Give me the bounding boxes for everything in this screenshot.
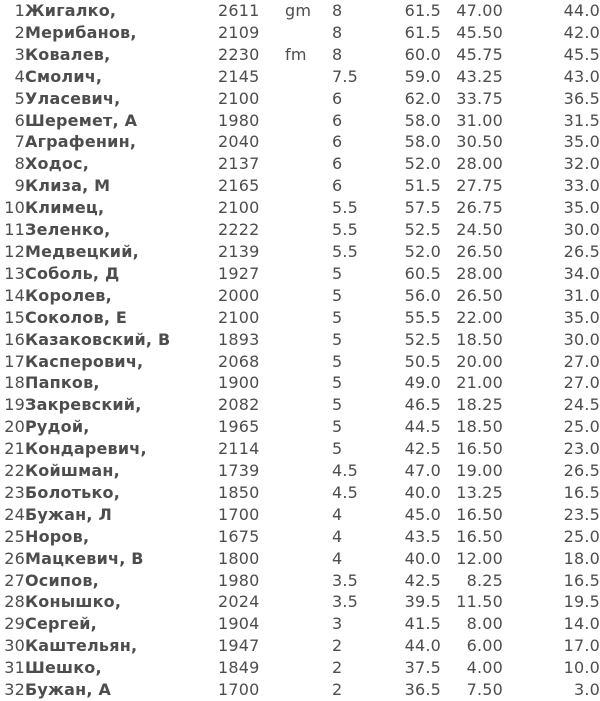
rank-cell: 20 [4,417,25,437]
tiebreak2-cell: 18.25 [456,395,503,415]
tiebreak1-cell: 40.0 [404,548,441,568]
rating-cell: 1947 [218,636,260,656]
rank-cell: 18 [4,373,25,393]
points-cell: 5 [332,373,343,393]
tiebreak3-cell: 16.5 [563,570,600,590]
title-cell [285,263,332,285]
rank-cell: 2 [14,22,25,42]
table-row [0,66,600,88]
player-name-cell: Рудой, [25,417,90,437]
tiebreak2-cell: 19.00 [456,461,503,481]
rank-cell: 28 [4,592,25,612]
title-cell [285,438,332,460]
player-name-cell: Норов, [25,526,90,546]
title-cell [285,613,332,635]
tiebreak3-cell: 19.5 [563,592,600,612]
rank-cell: 29 [4,614,25,634]
title-cell [285,394,332,416]
points-cell: 4 [332,504,343,524]
rank-cell: 4 [14,66,25,86]
title-cell [285,241,332,263]
tiebreak2-cell: 18.50 [456,329,503,349]
tiebreak2-cell: 8.25 [466,570,503,590]
points-cell: 4 [332,526,343,546]
points-cell: 5 [332,417,343,437]
tiebreak1-cell: 62.0 [404,88,441,108]
rating-cell: 1980 [218,110,260,130]
table-row [0,307,600,329]
table-row [0,44,600,66]
tiebreak1-cell: 46.5 [404,395,441,415]
player-name-cell: Койшман, [25,461,120,481]
player-name-cell: Медвецкий, [25,241,139,261]
table-row [0,657,600,679]
player-name-cell: Казаковский, В [25,329,171,349]
tiebreak1-cell: 41.5 [404,614,441,634]
rank-cell: 1 [14,1,25,20]
points-cell: 4 [332,548,343,568]
points-cell: 7.5 [332,66,359,86]
title-cell [285,329,332,351]
player-name-cell: Жигалко, [25,1,117,20]
table-row [0,131,600,153]
player-name-cell: Осипов, [25,570,99,590]
points-cell: 5 [332,263,343,283]
title-cell: fm [285,44,307,64]
tiebreak3-cell: 36.5 [563,88,600,108]
rank-cell: 14 [4,285,25,305]
rating-cell: 1965 [218,417,260,437]
tiebreak3-cell: 23.0 [563,439,600,459]
rating-cell: 2165 [218,176,260,196]
tiebreak2-cell: 18.50 [456,417,503,437]
rating-cell: 1675 [218,526,260,546]
table-row [0,329,600,351]
tiebreak2-cell: 6.00 [466,636,503,656]
tiebreak2-cell: 47.00 [456,1,503,20]
points-cell: 6 [332,132,343,152]
rank-cell: 26 [4,548,25,568]
rating-cell: 2100 [218,198,260,218]
tiebreak3-cell: 35.0 [563,132,600,152]
tiebreak3-cell: 32.0 [563,154,600,174]
rating-cell: 1849 [218,658,260,678]
rating-cell: 1700 [218,504,260,524]
table-row [0,570,600,592]
player-name-cell: Бужан, Л [25,504,112,524]
tiebreak3-cell: 27.0 [563,373,600,393]
table-row [0,482,600,504]
table-row [0,416,600,438]
tiebreak1-cell: 45.0 [404,504,441,524]
table-row [0,0,600,22]
rank-cell: 12 [4,241,25,261]
rank-cell: 23 [4,482,25,502]
rating-cell: 2222 [218,220,260,240]
rank-cell: 17 [4,351,25,371]
player-name-cell: Шешко, [25,658,102,678]
player-name-cell: Болотько, [25,482,121,502]
title-cell [285,526,332,548]
rating-cell: 2611 [218,1,260,20]
tiebreak3-cell: 42.0 [563,22,600,42]
player-name-cell: Аграфенин, [25,132,137,152]
title-cell [285,131,332,153]
points-cell: 2 [332,636,343,656]
rank-cell: 31 [4,658,25,678]
tiebreak2-cell: 33.75 [456,88,503,108]
player-name-cell: Королев, [25,285,112,305]
tiebreak3-cell: 18.0 [563,548,600,568]
tiebreak3-cell: 31.0 [563,285,600,305]
table-row [0,438,600,460]
tiebreak1-cell: 42.5 [404,439,441,459]
rank-cell: 3 [14,44,25,64]
rank-cell: 5 [14,88,25,108]
tiebreak1-cell: 56.0 [404,285,441,305]
table-row [0,372,600,394]
title-cell [285,351,332,373]
tiebreak2-cell: 45.75 [456,44,503,64]
rank-cell: 13 [4,263,25,283]
player-name-cell: Сергей, [25,614,97,634]
player-name-cell: Клиза, М [25,176,111,196]
rank-cell: 16 [4,329,25,349]
rating-cell: 2068 [218,351,260,371]
title-cell [285,679,332,701]
points-cell: 5 [332,285,343,305]
title-cell [285,219,332,241]
rating-cell: 2109 [218,22,260,42]
tiebreak2-cell: 27.75 [456,176,503,196]
tiebreak1-cell: 52.0 [404,241,441,261]
rating-cell: 2114 [218,439,260,459]
title-cell [285,548,332,570]
tiebreak3-cell: 27.0 [563,351,600,371]
title-cell [285,197,332,219]
rank-cell: 10 [4,198,25,218]
rating-cell: 1927 [218,263,260,283]
title-cell [285,307,332,329]
table-row [0,153,600,175]
points-cell: 3.5 [332,592,359,612]
title-cell [285,460,332,482]
points-cell: 8 [332,44,343,64]
table-row [0,285,600,307]
title-cell: gm [285,1,312,20]
title-cell [285,657,332,679]
player-name-cell: Соколов, Е [25,307,127,327]
table-row [0,526,600,548]
tiebreak2-cell: 31.00 [456,110,503,130]
points-cell: 5.5 [332,220,359,240]
points-cell: 4.5 [332,461,359,481]
points-cell: 3 [332,614,343,634]
tiebreak2-cell: 26.75 [456,198,503,218]
tiebreak2-cell: 24.50 [456,220,503,240]
table-row [0,635,600,657]
table-row [0,504,600,526]
tiebreak2-cell: 16.50 [456,526,503,546]
tiebreak3-cell: 10.0 [563,658,600,678]
player-name-cell: Уласевич, [25,88,121,108]
tiebreak1-cell: 60.0 [404,44,441,64]
tiebreak2-cell: 21.00 [456,373,503,393]
rank-cell: 27 [4,570,25,590]
tiebreak3-cell: 30.0 [563,329,600,349]
rating-cell: 2000 [218,285,260,305]
points-cell: 6 [332,88,343,108]
tiebreak2-cell: 26.50 [456,241,503,261]
tiebreak3-cell: 31.5 [563,110,600,130]
table-row [0,88,600,110]
points-cell: 3.5 [332,570,359,590]
tiebreak2-cell: 11.50 [456,592,503,612]
tiebreak3-cell: 25.0 [563,417,600,437]
rank-cell: 24 [4,504,25,524]
rating-cell: 2040 [218,132,260,152]
tiebreak1-cell: 40.0 [404,482,441,502]
tiebreak1-cell: 49.0 [404,373,441,393]
table-row [0,591,600,613]
player-name-cell: Климец, [25,198,105,218]
tiebreak2-cell: 20.00 [456,351,503,371]
tiebreak3-cell: 25.0 [563,526,600,546]
player-name-cell: Конышко, [25,592,122,612]
title-cell [285,504,332,526]
tiebreak1-cell: 42.5 [404,570,441,590]
title-cell [285,175,332,197]
points-cell: 8 [332,22,343,42]
tiebreak3-cell: 26.5 [563,461,600,481]
tiebreak1-cell: 52.5 [404,329,441,349]
tiebreak3-cell: 43.0 [563,66,600,86]
table-row [0,613,600,635]
title-cell [285,482,332,504]
tiebreak2-cell: 12.00 [456,548,503,568]
tiebreak3-cell: 16.5 [563,482,600,502]
title-cell [285,285,332,307]
tiebreak1-cell: 50.5 [404,351,441,371]
rating-cell: 1800 [218,548,260,568]
tiebreak3-cell: 23.5 [563,504,600,524]
rank-cell: 9 [14,176,25,196]
table-row [0,548,600,570]
table-row [0,241,600,263]
tiebreak3-cell: 45.5 [563,44,600,64]
table-row [0,460,600,482]
player-name-cell: Закревский, [25,395,142,415]
player-name-cell: Зеленко, [25,220,111,240]
rank-cell: 11 [4,220,25,240]
tiebreak3-cell: 30.0 [563,220,600,240]
tiebreak2-cell: 13.25 [456,482,503,502]
rating-cell: 1900 [218,373,260,393]
title-cell [285,591,332,613]
player-name-cell: Мерибанов, [25,22,137,42]
tiebreak2-cell: 16.50 [456,439,503,459]
tiebreak1-cell: 52.5 [404,220,441,240]
tiebreak1-cell: 37.5 [404,658,441,678]
rating-cell: 2082 [218,395,260,415]
points-cell: 6 [332,154,343,174]
rating-cell: 1904 [218,614,260,634]
points-cell: 5.5 [332,198,359,218]
tiebreak1-cell: 43.5 [404,526,441,546]
tiebreak3-cell: 33.0 [563,176,600,196]
table-row [0,22,600,44]
points-cell: 4.5 [332,482,359,502]
tiebreak2-cell: 26.50 [456,285,503,305]
points-cell: 6 [332,176,343,196]
tiebreak1-cell: 58.0 [404,110,441,130]
tiebreak1-cell: 61.5 [404,1,441,20]
tiebreak1-cell: 44.0 [404,636,441,656]
points-cell: 5 [332,307,343,327]
tiebreak1-cell: 57.5 [404,198,441,218]
tiebreak1-cell: 59.0 [404,66,441,86]
rank-cell: 32 [4,680,25,700]
points-cell: 6 [332,110,343,130]
tiebreak2-cell: 22.00 [456,307,503,327]
table-row [0,110,600,132]
rating-cell: 2137 [218,154,260,174]
player-name-cell: Папков, [25,373,100,393]
tiebreak3-cell: 44.0 [563,1,600,20]
rank-cell: 7 [14,132,25,152]
tiebreak2-cell: 8.00 [466,614,503,634]
tiebreak2-cell: 16.50 [456,504,503,524]
tiebreak2-cell: 28.00 [456,154,503,174]
rank-cell: 15 [4,307,25,327]
tiebreak3-cell: 3.0 [573,680,600,700]
title-cell [285,153,332,175]
tiebreak1-cell: 36.5 [404,680,441,700]
tiebreak1-cell: 47.0 [404,461,441,481]
title-cell [285,88,332,110]
rating-cell: 1850 [218,482,260,502]
rank-cell: 6 [14,110,25,130]
tiebreak3-cell: 24.5 [563,395,600,415]
title-cell [285,635,332,657]
rating-cell: 2100 [218,307,260,327]
rank-cell: 22 [4,461,25,481]
player-name-cell: Касперович, [25,351,144,371]
rating-cell: 1739 [218,461,260,481]
table-row [0,263,600,285]
tiebreak3-cell: 34.0 [563,263,600,283]
tiebreak2-cell: 28.00 [456,263,503,283]
title-cell [285,110,332,132]
player-name-cell: Шеремет, А [25,110,138,130]
tiebreak1-cell: 39.5 [404,592,441,612]
table-row [0,679,600,701]
player-name-cell: Смолич, [25,66,103,86]
player-name-cell: Бужан, А [25,680,112,700]
tiebreak2-cell: 7.50 [466,680,503,700]
tiebreak3-cell: 35.0 [563,307,600,327]
title-cell [285,372,332,394]
tiebreak2-cell: 43.25 [456,66,503,86]
player-name-cell: Ходос, [25,154,90,174]
table-row [0,219,600,241]
rating-cell: 2100 [218,88,260,108]
rating-cell: 1980 [218,570,260,590]
rank-cell: 21 [4,439,25,459]
table-row [0,394,600,416]
points-cell: 5 [332,395,343,415]
title-cell [285,570,332,592]
tiebreak2-cell: 4.00 [466,658,503,678]
player-name-cell: Ковалев, [25,44,111,64]
rating-cell: 1893 [218,329,260,349]
player-name-cell: Каштельян, [25,636,138,656]
tiebreak1-cell: 51.5 [404,176,441,196]
title-cell [285,66,332,88]
player-name-cell: Соболь, Д [25,263,120,283]
rank-cell: 8 [14,154,25,174]
tiebreak3-cell: 17.0 [563,636,600,656]
tiebreak1-cell: 58.0 [404,132,441,152]
tiebreak2-cell: 30.50 [456,132,503,152]
tiebreak1-cell: 61.5 [404,22,441,42]
tiebreak1-cell: 55.5 [404,307,441,327]
rank-cell: 30 [4,636,25,656]
points-cell: 5 [332,351,343,371]
tiebreak1-cell: 60.5 [404,263,441,283]
rank-cell: 25 [4,526,25,546]
rating-cell: 2145 [218,66,260,86]
points-cell: 2 [332,658,343,678]
tiebreak1-cell: 44.5 [404,417,441,437]
title-cell [285,22,332,44]
rating-cell: 2230 [218,44,260,64]
table-row [0,175,600,197]
player-name-cell: Кондаревич, [25,439,147,459]
points-cell: 2 [332,680,343,700]
player-name-cell: Мацкевич, В [25,548,144,568]
rank-cell: 19 [4,395,25,415]
rating-cell: 2024 [218,592,260,612]
table-row [0,197,600,219]
tiebreak3-cell: 14.0 [563,614,600,634]
points-cell: 5 [332,439,343,459]
rating-cell: 1700 [218,680,260,700]
title-cell [285,416,332,438]
points-cell: 8 [332,1,343,20]
tiebreak2-cell: 45.50 [456,22,503,42]
points-cell: 5 [332,329,343,349]
table-row [0,351,600,373]
tiebreak1-cell: 52.0 [404,154,441,174]
rating-cell: 2139 [218,241,260,261]
points-cell: 5.5 [332,241,359,261]
tiebreak3-cell: 35.0 [563,198,600,218]
tiebreak3-cell: 26.5 [563,241,600,261]
